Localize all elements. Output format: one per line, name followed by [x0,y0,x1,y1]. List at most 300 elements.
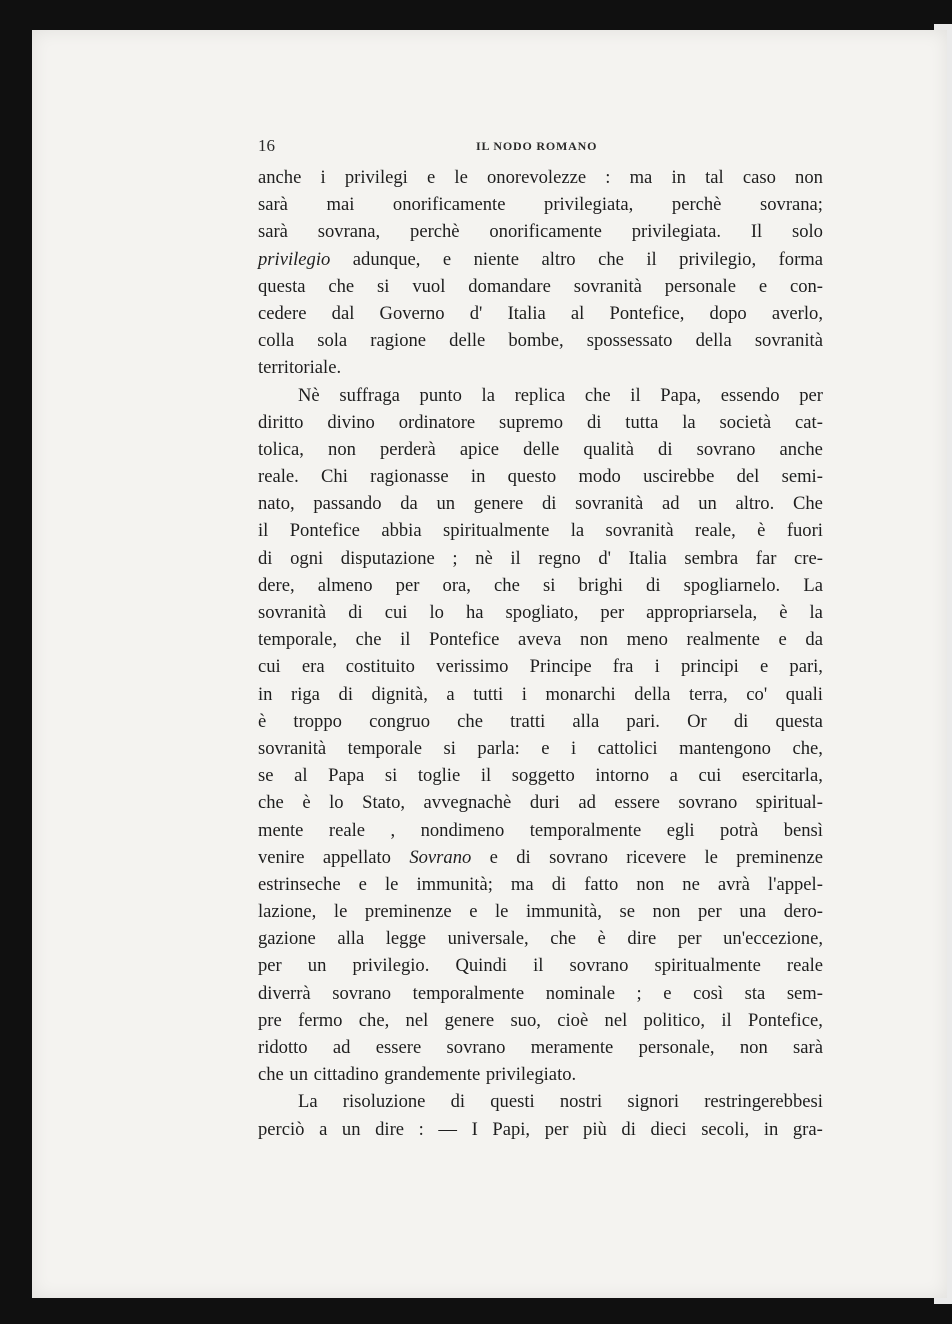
word: sovranità [575,493,644,515]
word: spiritual- [755,792,823,814]
word: dopo [709,302,747,324]
text-line [258,925,823,952]
word: La [803,574,823,596]
word: ridotto [258,1037,308,1058]
word: e [442,248,452,270]
word: Papa [328,765,365,787]
word: tutti [473,683,504,705]
word: Governo [379,302,445,324]
word: al [570,302,585,324]
word: : [605,167,611,188]
word: temporalmente [529,819,642,841]
word: domandare [468,275,551,297]
word: Quindi [455,955,508,977]
text-line [258,735,823,762]
word: I [471,1118,478,1140]
word: egli [666,819,695,841]
word: e [758,275,768,297]
word: diverrà [258,982,311,1004]
word: onorificamente [489,221,602,243]
word: sarà [258,194,288,216]
word: onorevolezze [487,167,587,188]
text-line [258,463,823,490]
page-number: 16 [258,136,275,155]
word: un [289,1064,308,1086]
text-line [258,1034,823,1061]
word: un'eccezione, [723,928,823,950]
word: temporale, [258,629,337,651]
word: abbia [381,520,422,542]
word: nato, [258,493,295,515]
word: bensì [783,819,823,841]
text-line [258,490,823,517]
word: ma [629,167,653,188]
word: sovrano [332,982,392,1004]
word: questi [490,1091,535,1113]
word: si [542,574,556,596]
text-line [258,218,823,245]
text-line [258,952,823,979]
word: non [328,438,356,460]
text-line [258,327,823,354]
word: estrinseche [258,873,341,895]
word: costituito [345,656,415,678]
word: in [671,167,686,188]
word: per [677,928,702,950]
word: duri [529,792,560,814]
word: che [355,629,382,651]
word: lo [329,792,344,814]
word: delle [523,438,560,460]
word: pari. [626,710,660,732]
word: congruo [369,710,431,732]
word: un [341,1118,361,1140]
word: il [510,547,521,569]
word: della [634,683,671,705]
word: cui [384,602,408,623]
word: il [533,955,544,977]
text-line [258,708,823,735]
word: la [682,411,696,433]
word: averlo, [771,302,823,324]
word: tratti [510,710,546,732]
word: di [338,683,353,705]
word: cittadino [313,1064,379,1086]
word: replica [514,384,566,406]
word: intorno [595,765,650,787]
word: Pontefice [429,629,500,651]
word: brighi [578,574,623,596]
word: i [571,737,577,759]
word: tutta [625,411,659,433]
word: non [636,873,665,895]
word: sovrano [569,955,629,977]
word: e [427,167,436,188]
word: cui [258,656,281,678]
word: sarà [793,1037,823,1058]
word: regno [538,547,581,569]
word: ; [452,547,458,569]
word: si [377,275,390,297]
word: colla [258,330,295,352]
word: territoriale. [258,357,342,379]
word: bombe, [508,330,564,352]
word: disputazione [340,547,435,569]
word: della [695,330,732,352]
word: lo [429,602,444,623]
word: e [489,846,498,868]
word: secoli, [701,1118,750,1140]
word: dieci [650,1118,687,1140]
word: che [457,710,483,732]
word: caso [742,167,776,188]
word: altro. [735,493,775,515]
word: Che [792,493,823,515]
word: cat- [795,411,823,433]
word: genere [444,1009,495,1031]
word: altro [541,248,576,270]
word: terra, [688,683,728,705]
word: sovrana; [759,194,823,216]
word: dire [375,1118,405,1140]
word: tal [705,167,724,188]
word: risoluzione [342,1091,426,1113]
word: vuol [412,275,446,297]
word: sarà [258,221,288,243]
word: nel [405,1009,429,1031]
word: alla [337,928,365,950]
word: preminenze [364,901,452,923]
word: d' [598,547,611,569]
word: appropriarsela, [646,602,758,623]
word: modo [578,466,621,488]
word: per [395,574,420,596]
word: del [736,466,760,488]
word: con- [789,275,823,297]
word: la [809,602,823,623]
word: , [390,819,396,841]
word: fuori [786,520,823,542]
word: quali [785,683,823,705]
word: pre [258,1009,282,1031]
word: spogliarnelo. [683,574,781,596]
word: reale [786,955,823,977]
text-line [258,653,823,680]
word: forma [778,248,823,270]
word: questa [258,275,306,297]
word: universale, [447,928,529,950]
word: il [646,248,657,270]
word: esercitarla, [741,765,823,787]
word: di [348,602,363,623]
word: reale [328,819,366,841]
word: per [600,602,625,623]
word: Sovrano [409,846,472,868]
word: questa [775,710,823,732]
word: ad [661,493,680,515]
word: d' [469,302,483,324]
word: il [721,1009,732,1031]
word: parla: [477,737,520,759]
word: appellato [322,846,391,868]
word: anche [779,438,823,460]
word: di [551,873,567,895]
word: Pontefice, [747,1009,823,1031]
word: privilegiato. [485,1064,577,1086]
word: di [646,574,661,596]
word: realmente [686,629,760,651]
word: che [584,384,611,406]
word: immunità; [416,873,493,895]
word: sembra [684,547,739,569]
word: riga [291,683,320,705]
word: la [570,520,585,542]
word: a [446,683,455,705]
word: sola [317,330,348,352]
word: e [469,901,478,923]
word: Nè [298,384,320,406]
word: Italia [628,547,667,569]
word: alla [572,710,600,732]
word: di [258,547,273,569]
word: Italia [507,302,546,324]
word: venire [258,846,305,868]
word: sovrana, [317,221,381,243]
text-line [258,273,823,300]
word: perchè [410,221,460,243]
word: le [454,167,468,188]
word: al [294,765,308,787]
text-line [258,1116,823,1143]
word: sovranità [573,275,642,297]
word: dire [627,928,657,950]
word: reale, [695,520,736,542]
word: dal [331,302,355,324]
text-line [258,517,823,544]
word: aveva [518,629,562,651]
word: privilegiata. [631,221,722,243]
text-line [258,681,823,708]
word: l'appel- [767,873,823,895]
word: potrà [720,819,759,841]
word: i [320,167,326,188]
word: Pontefice, [609,302,685,324]
word: ha [465,602,484,623]
word: fra [612,656,634,678]
word: se [619,901,635,923]
word: un [436,493,456,515]
word: principi [680,656,739,678]
word: cui [698,765,722,787]
word: ; [636,982,642,1004]
text-line [258,626,823,653]
word: società [719,411,772,433]
word: è [757,520,766,542]
word: a [319,1118,328,1140]
word: grandemente [384,1064,481,1086]
word: il [480,765,492,787]
word: spiritualmente [442,520,550,542]
text-line [258,980,823,1007]
text-line [258,762,823,789]
word: meno [626,629,668,651]
word: co' [746,683,768,705]
word: è [597,928,606,950]
word: privilegi [344,167,408,188]
word: essere [375,1037,422,1058]
word: a [669,765,678,787]
word: di [658,438,673,460]
word: — [438,1118,457,1140]
word: sovranità [754,330,823,352]
word: avrà [717,873,750,895]
word: toglie [417,765,461,787]
word: uscirebbe [643,466,715,488]
word: politico, [643,1009,706,1031]
word: pari, [789,656,823,678]
word: Stato, [362,792,406,814]
word: e [759,656,769,678]
word: essere [614,792,660,814]
text-line [258,844,823,871]
text-line [258,817,823,844]
text-line [258,300,823,327]
word: nondimeno [420,819,505,841]
word: onorificamente [392,194,506,216]
word: da [400,493,418,515]
word: le [333,901,348,923]
word: mantengono [679,737,771,759]
word: sovrano [678,792,738,814]
text-line [258,871,823,898]
word: nostri [559,1091,603,1113]
word: cattolici [597,737,658,759]
word: dere, [258,574,295,596]
word: di [621,1118,636,1140]
word: di [516,846,531,868]
text-line [258,382,823,409]
word: cioè [557,1009,589,1031]
word: mente [258,819,304,841]
word: sovranità [258,602,327,623]
word: il [400,629,411,651]
word: in [470,466,486,488]
word: sovrano [446,1037,506,1058]
word: solo [791,221,823,243]
word: Papa, [660,384,702,406]
word: ragionasse [370,466,449,488]
word: dignità, [371,683,428,705]
word: Papi, [492,1118,531,1140]
text-line [258,545,823,572]
word: niente [473,248,520,270]
word: per [544,1118,569,1140]
word: privilegio. [352,955,430,977]
word: ragione [370,330,427,352]
text-line [258,409,823,436]
word: signori [627,1091,680,1113]
word: per [799,384,823,406]
word: e [358,873,367,895]
word: reale. [258,466,299,488]
word: supremo [499,411,564,433]
word: fermo [298,1009,343,1031]
word: preminenze [736,846,823,868]
word: monarchi [545,683,616,705]
word: anche [258,167,302,188]
word: le [495,901,509,923]
word: : [418,1118,424,1140]
word: da [805,629,823,651]
word: legge [385,928,427,950]
word: restringerebbesi [704,1091,823,1113]
word: personale [664,275,736,297]
word: perciò [258,1118,305,1140]
word: e [663,982,672,1004]
word: non [580,629,608,651]
word: nè [475,547,493,569]
word: passando [313,493,382,515]
word: qualità [583,438,634,460]
word: tolica, [258,438,304,460]
word: ad [578,792,596,814]
text-line [258,789,823,816]
word: la [481,384,495,406]
word: genere [473,493,524,515]
word: un [698,493,717,515]
word: è [258,710,267,732]
text-line [258,1061,823,1088]
word: adunque, [352,248,421,270]
word: che [494,574,520,596]
word: in [763,1118,779,1140]
word: avvegnachè [423,792,512,814]
text-line [258,354,823,381]
word: così [693,982,724,1004]
word: spossessato [586,330,673,352]
word: che [598,248,624,270]
word: Pontefice [289,520,360,542]
word: nominale [545,982,615,1004]
word: soggetto [511,765,575,787]
text-line [258,191,823,218]
word: privilegio, [679,248,757,270]
word: le [384,873,399,895]
word: delle [449,330,486,352]
word: divino [327,411,375,433]
word: gra- [792,1118,823,1140]
word: in [258,683,273,705]
word: di [733,710,749,732]
word: essendo [720,384,780,406]
word: dero- [783,901,823,923]
word: immunità, [526,901,602,923]
word: è [779,602,788,623]
word: spiritualmente [654,955,761,977]
word: che [258,792,284,814]
word: privilegio [258,248,331,270]
word: si [443,737,456,759]
text-line [258,1088,823,1115]
word: era [301,656,325,678]
word: questo [507,466,557,488]
word: gazione [258,928,316,950]
word: meramente [530,1037,614,1058]
word: Chi [321,466,348,488]
word: sovrano [549,846,608,868]
text-line [258,1007,823,1034]
word: il [258,520,269,542]
